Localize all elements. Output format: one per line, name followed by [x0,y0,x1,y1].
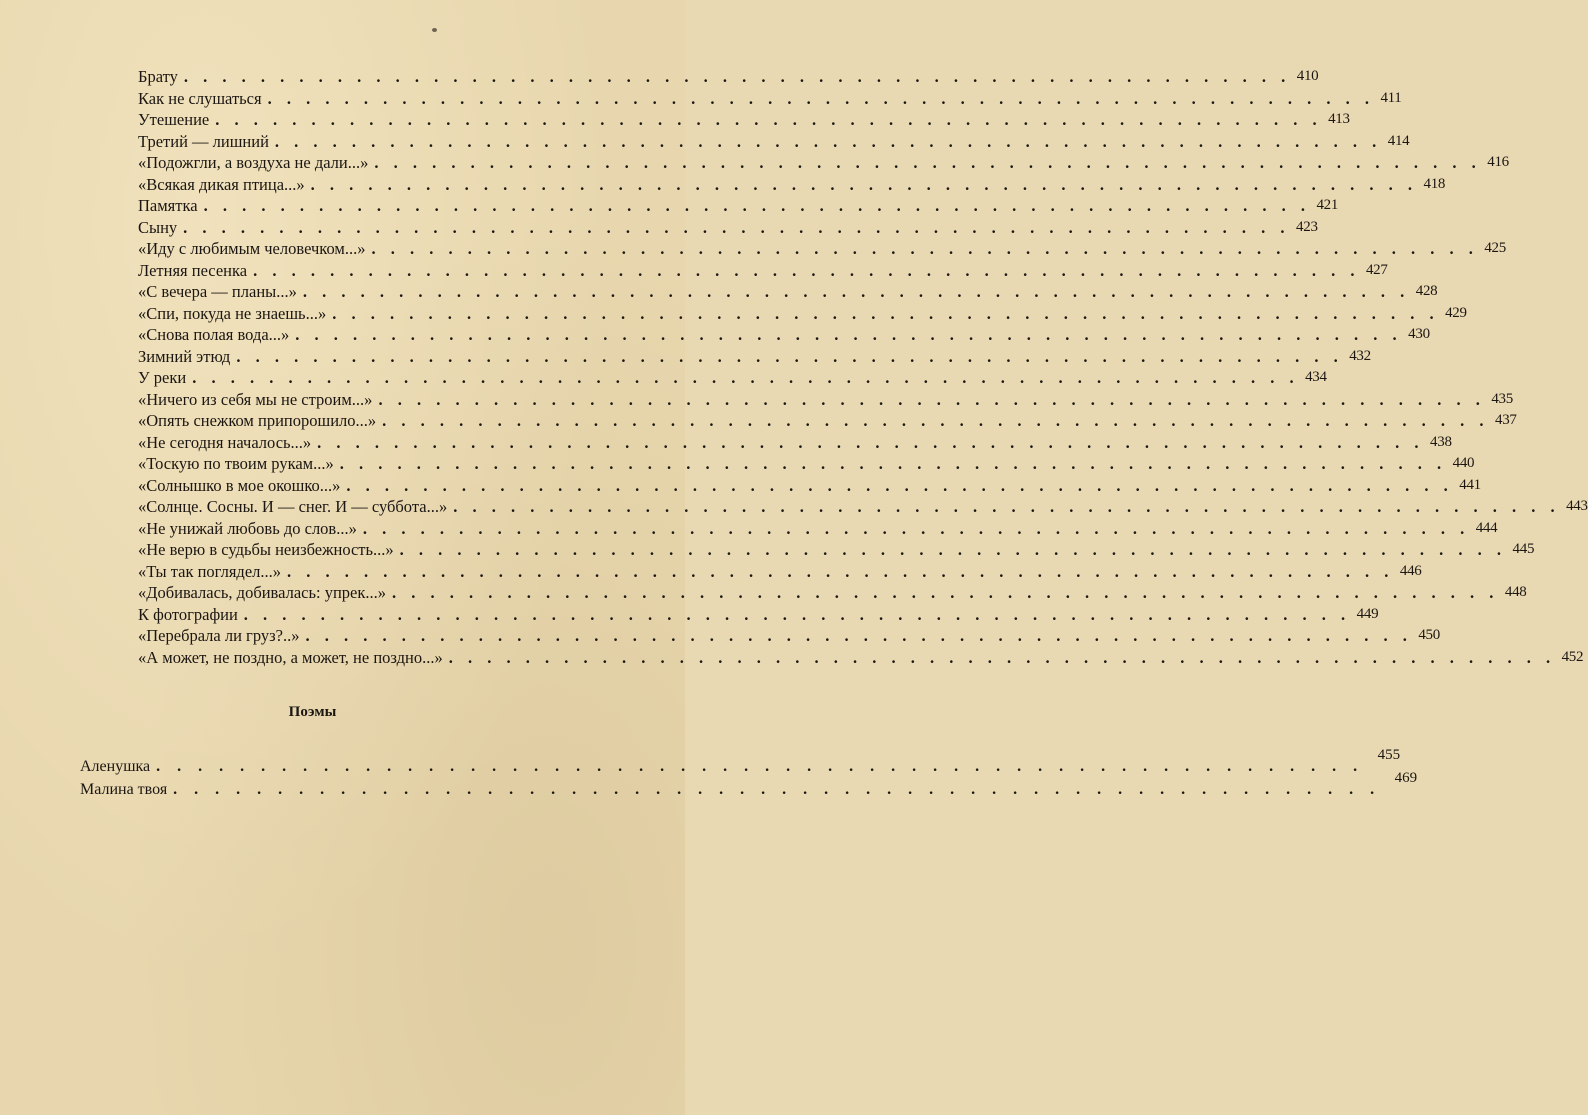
dot-leader: . . . . . . . . . . . . . . . . . . . . . . . . . . . . . . . . . . . . . . . . . . . . . . . . . . . . . . . . . . [253,261,1360,280]
dot-leader: . . . . . . . . . . . . . . . . . . . . . . . . . . . . . . . . . . . . . . . . . . . . . . . . . . . . . . . . . . [267,89,1375,108]
toc-entry-page: 410 [1296,68,1319,84]
toc-entry-page: 435 [1491,391,1513,407]
dot-leader: . . . . . . . . . . . . . . . . . . . . . . . . . . . . . . . . . . . . . . . . . . . . . . . . . . . . . . . . . . [378,390,1486,409]
poem-entry-page: 455 [1377,747,1401,763]
dot-leader: . . . . . . . . . . . . . . . . . . . . . . . . . . . . . . . . . . . . . . . . . . . . . . . . . . . . . . . . . . [371,239,1479,258]
toc-entry-title: «Добивалась, добивалась: упрек...» [138,583,386,602]
toc-entry-title: Летняя песенка [138,261,248,280]
ink-speck [432,28,437,32]
dot-leader: . . . . . . . . . . . . . . . . . . . . . . . . . . . . . . . . . . . . . . . . . . . . . . . . . . . . . . . . . . [382,411,1490,430]
toc-entry-title: «С вечера — планы...» [138,282,297,301]
toc-entry-title: «Подожгли, а воздуха не дали...» [138,153,369,172]
toc-entry-title: Зимний этюд [138,347,231,366]
toc-entry[interactable] [138,647,1584,668]
dot-leader: . . . . . . . . . . . . . . . . . . . . . . . . . . . . . . . . . . . . . . . . . . . . . . . . . . . . . . . . . . [274,132,1382,151]
toc-entry-title: «Иду с любимым человечком...» [138,239,366,258]
dot-leader: . . . . . . . . . . . . . . . . . . . . . . . . . . . . . . . . . . . . . . . . . . . . . . . . . . . . . . . . . . [215,110,1323,129]
poem-entry-title: Аленушка [80,758,151,775]
toc-entry[interactable] [138,260,1388,281]
dot-leader: . . . . . . . . . . . . . . . . . . . . . . . . . . . . . . . . . . . . . . . . . . . . . . . . . . . . . . . . . . [243,605,1351,624]
toc-entry[interactable] [138,561,1422,582]
toc-entry[interactable] [138,174,1446,195]
toc-entry[interactable] [138,281,1438,302]
poem-entry-page: 469 [1394,770,1418,786]
toc-entry-page: 423 [1296,219,1318,235]
toc-entry[interactable] [138,539,1535,560]
toc-entry-title: Утешение [138,110,210,129]
dot-leader: . . . . . . . . . . . . . . . . . . . . . . . . . . . . . . . . . . . . . . . . . . . . . . . . . . . . . . . . . . [173,781,1381,798]
dot-leader: . . . . . . . . . . . . . . . . . . . . . . . . . . . . . . . . . . . . . . . . . . . . . . . . . . . . . . . . . . [302,282,1410,301]
toc-entry[interactable] [138,238,1506,259]
dot-leader: . . . . . . . . . . . . . . . . . . . . . . . . . . . . . . . . . . . . . . . . . . . . . . . . . . . . . . . . . . [332,304,1440,323]
toc-entry-title: «Не верю в судьбы неизбежность...» [138,540,394,559]
toc-entry[interactable] [138,303,1467,324]
dot-leader: . . . . . . . . . . . . . . . . . . . . . . . . . . . . . . . . . . . . . . . . . . . . . . . . . . . . . . . . . . [448,648,1556,667]
dot-leader: . . . . . . . . . . . . . . . . . . . . . . . . . . . . . . . . . . . . . . . . . . . . . . . . . . . . . . . . . . [399,540,1507,559]
toc-entry-page: 438 [1430,434,1452,450]
section-heading: Поэмы [288,704,337,720]
toc-entry-title: «Ты так поглядел...» [138,562,282,581]
toc-entry-title: «Солнце. Сосны. И — снег. И — суббота...» [138,497,448,516]
poem-entry[interactable] [80,747,1401,778]
dot-leader: . . . . . . . . . . . . . . . . . . . . . . . . . . . . . . . . . . . . . . . . . . . . . . . . . . . . . . . . . . [183,67,1291,86]
toc-entry[interactable] [138,604,1379,625]
toc-entry-title: «Опять снежком припорошило...» [138,411,377,430]
toc-entry-page: 429 [1445,305,1467,321]
toc-entry-page: 418 [1423,176,1446,192]
dot-leader: . . . . . . . . . . . . . . . . . . . . . . . . . . . . . . . . . . . . . . . . . . . . . . . . . . . . . . . . . . [287,562,1394,581]
toc-entry-page: 430 [1408,326,1430,342]
dot-leader: . . . . . . . . . . . . . . . . . . . . . . . . . . . . . . . . . . . . . . . . . . . . . . . . . . . . . . . . . . [392,583,1499,602]
toc-entry-page: 414 [1387,133,1410,149]
toc-entry-page: 452 [1561,649,1584,665]
toc-entry[interactable] [138,217,1318,238]
dot-leader: . . . . . . . . . . . . . . . . . . . . . . . . . . . . . . . . . . . . . . . . . . . . . . . . . . . . . . . . . . [453,497,1561,516]
poem-entry[interactable] [80,770,1418,801]
toc-entry[interactable] [138,195,1339,216]
toc-entry-page: 428 [1415,283,1438,299]
toc-entry[interactable] [138,582,1527,603]
toc-entry[interactable] [138,88,1402,109]
dot-leader: . . . . . . . . . . . . . . . . . . . . . . . . . . . . . . . . . . . . . . . . . . . . . . . . . . . . . . . . . . [192,368,1300,387]
toc-entry-page: 416 [1487,154,1509,170]
toc-entry[interactable] [138,496,1588,517]
toc-entry-page: 450 [1418,627,1440,643]
poem-entry-title: Малина твоя [80,781,168,798]
toc-entry-title: «Тоскую по твоим рукам...» [138,454,334,473]
dot-leader: . . . . . . . . . . . . . . . . . . . . . . . . . . . . . . . . . . . . . . . . . . . . . . . . . . . . . . . . . . [346,476,1454,495]
dot-leader: . . . . . . . . . . . . . . . . . . . . . . . . . . . . . . . . . . . . . . . . . . . . . . . . . . . . . . . . . . [295,325,1403,344]
toc-entry[interactable] [138,152,1509,173]
dot-leader: . . . . . . . . . . . . . . . . . . . . . . . . . . . . . . . . . . . . . . . . . . . . . . . . . . . . . . . . . . [362,519,1470,538]
toc-entry-title: Как не слушаться [138,89,262,108]
toc-entry-page: 425 [1484,240,1506,256]
toc-entry-page: 449 [1356,606,1379,622]
toc-entry-title: К фотографии [138,605,238,624]
toc-entry-page: 427 [1365,262,1388,278]
toc-entry-title: «Солнышко в мое окошко...» [138,476,341,495]
toc-entry[interactable] [138,389,1513,410]
toc-entry[interactable] [138,131,1410,152]
dot-leader: . . . . . . . . . . . . . . . . . . . . . . . . . . . . . . . . . . . . . . . . . . . . . . . . . . . . . . . . . . [374,153,1482,172]
toc-entry-title: «Снова полая вода...» [138,325,290,344]
toc-entry[interactable] [138,453,1475,474]
dot-leader: . . . . . . . . . . . . . . . . . . . . . . . . . . . . . . . . . . . . . . . . . . . . . . . . . . . . . . . . . . [339,454,1447,473]
toc-entry[interactable] [138,432,1452,453]
toc-entry-page: 440 [1452,455,1475,471]
dot-leader: . . . . . . . . . . . . . . . . . . . . . . . . . . . . . . . . . . . . . . . . . . . . . . . . . . . . . . . . . . [183,218,1291,237]
toc-entry-title: «Не унижай любовь до слов...» [138,519,357,538]
toc-entry-page: 421 [1316,197,1339,213]
dot-leader: . . . . . . . . . . . . . . . . . . . . . . . . . . . . . . . . . . . . . . . . . . . . . . . . . . . . . . . . . . [236,347,1344,366]
toc-entry-page: 441 [1459,477,1481,493]
toc-entry[interactable] [138,66,1319,87]
dot-leader: . . . . . . . . . . . . . . . . . . . . . . . . . . . . . . . . . . . . . . . . . . . . . . . . . . . . . . . . . . [317,433,1425,452]
toc-entry-title: У реки [138,368,187,387]
toc-entry-title: «Перебрала ли груз?..» [138,626,300,645]
toc-entry-page: 445 [1512,541,1535,557]
toc-entry-page: 432 [1349,348,1371,364]
dot-leader: . . . . . . . . . . . . . . . . . . . . . . . . . . . . . . . . . . . . . . . . . . . . . . . . . . . . . . . . . . [203,196,1311,215]
toc-entry-page: 411 [1380,90,1402,106]
toc-entry-title: «Всякая дикая птица...» [138,175,305,194]
toc-entry[interactable] [138,410,1517,431]
toc-entry-page: 437 [1495,412,1517,428]
toc-entry-title: Брату [138,67,178,86]
toc-entry-title: Третий — лишний [138,132,269,151]
toc-entry-page: 448 [1504,584,1527,600]
toc-entry[interactable] [138,367,1327,388]
toc-entry-title: «Не сегодня началось...» [138,433,312,452]
toc-entry-title: Памятка [138,196,198,215]
toc-entry-title: Сыну [138,218,178,237]
toc-entry[interactable] [138,324,1430,345]
toc-entry-title: «Ничего из себя мы не строим...» [138,390,373,409]
toc-entry-page: 444 [1475,520,1498,536]
toc-entry-page: 443 [1566,498,1588,514]
toc-entry[interactable] [138,109,1350,130]
toc-entry-page: 413 [1328,111,1350,127]
dot-leader: . . . . . . . . . . . . . . . . . . . . . . . . . . . . . . . . . . . . . . . . . . . . . . . . . . . . . . . . . . [310,175,1418,194]
toc-entry-page: 446 [1399,563,1422,579]
toc-entry[interactable] [138,475,1481,496]
toc-entry-title: «Спи, покуда не знаешь...» [138,304,327,323]
dot-leader: . . . . . . . . . . . . . . . . . . . . . . . . . . . . . . . . . . . . . . . . . . . . . . . . . . . . . . . . . . [156,758,1364,775]
toc-entry[interactable] [138,625,1440,646]
toc-entry-title: «А может, не поздно, а может, не поздно...» [138,648,443,667]
toc-entry[interactable] [138,346,1371,367]
toc-entry-page: 434 [1305,369,1327,385]
dot-leader: . . . . . . . . . . . . . . . . . . . . . . . . . . . . . . . . . . . . . . . . . . . . . . . . . . . . . . . . . . [305,626,1413,645]
toc-entry[interactable] [138,518,1498,539]
